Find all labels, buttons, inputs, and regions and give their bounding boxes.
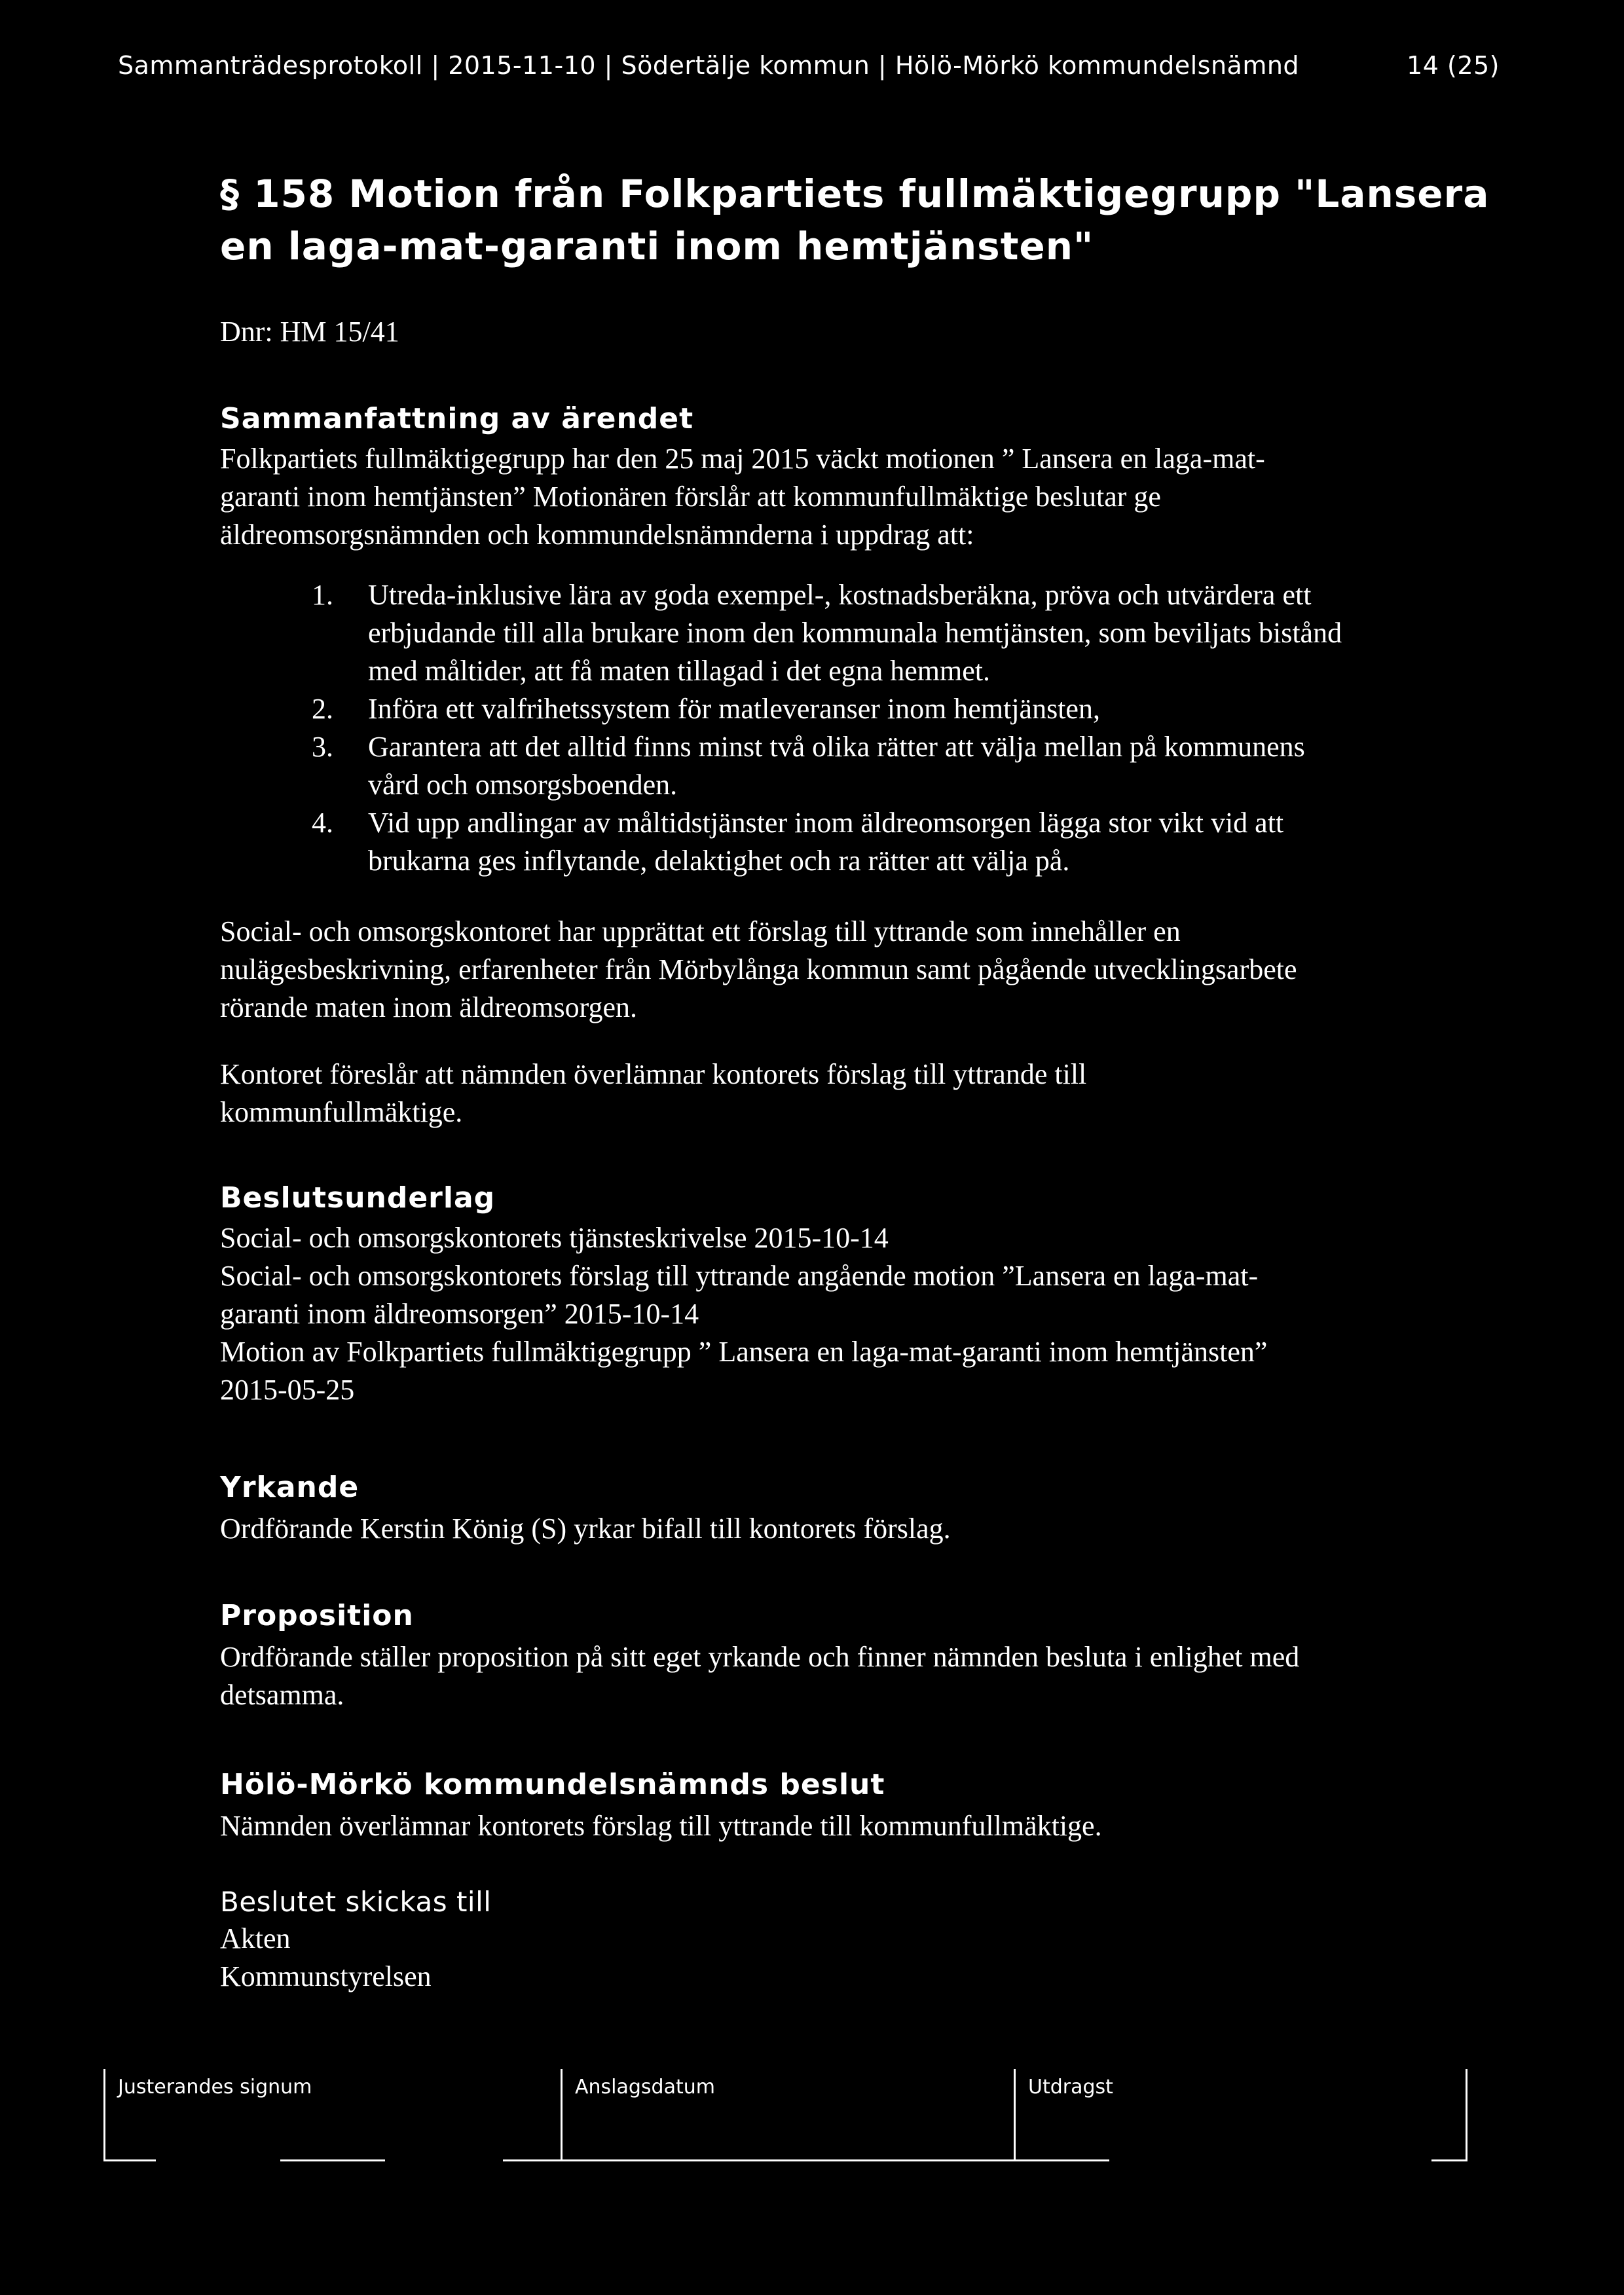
list-item (312, 728, 1490, 804)
paragraph (220, 913, 1504, 1027)
title-line: en laga-mat-garanti inom hemtjänsten" (220, 224, 1094, 268)
paragraph-line: garanti inom hemtjänsten” Motionären förslår att kommunfullmäktige beslutar ge (220, 481, 1161, 513)
paragraph-line: Ordförande ställer proposition på sitt eget yrkande och finner nämnden besluta i enlighet med (220, 1641, 1300, 1673)
anslagsdatum-label: Anslagsdatum (575, 2076, 715, 2099)
paragraph-line: Kontoret föreslår att nämnden överlämnar kontorets förslag till yttrande till (220, 1058, 1087, 1090)
paragraph (220, 1056, 1504, 1131)
list-item (312, 690, 1490, 728)
list-number: 1. (312, 579, 333, 611)
beslut-text: Nämnden överlämnar kontorets förslag till yttrande till kommunfullmäktige. (220, 1810, 1102, 1842)
anslagsdatum-box[interactable] (561, 2069, 1012, 2161)
paragraph-line: Social- och omsorgskontorets tjänsteskrivelse 2015-10-14 (220, 1222, 889, 1254)
skickas-list (220, 1920, 1504, 1996)
list-line: vård och omsorgsboenden. (368, 769, 678, 801)
paragraph-line: Social- och omsorgskontoret har upprättat ett förslag till yttrande som innehåller en (220, 915, 1181, 947)
list-line: Garantera att det alltid finns minst två olika rätter att välja mellan på kommunens (368, 731, 1305, 763)
list-number: 2. (312, 693, 333, 725)
motion-list (312, 576, 1490, 880)
skickas-heading: Beslutet skickas till (220, 1886, 492, 1918)
justerandes-signum-box[interactable] (103, 2069, 555, 2161)
list-item (312, 576, 1490, 690)
paragraph-line: detsamma. (220, 1679, 344, 1711)
utdragst-box[interactable] (1014, 2069, 1466, 2161)
paragraph-line: rörande maten inom äldreomsorgen. (220, 991, 637, 1023)
paragraph-line: kommunfullmäktige. (220, 1096, 463, 1128)
list-line: Utreda-inklusive lära av goda exempel-, kostnadsberäkna, pröva och utvärdera ett (368, 579, 1312, 611)
paragraph-line: nulägesbeskrivning, erfarenheter från Mörbylånga kommun samt pågående utvecklingsarbete (220, 953, 1297, 985)
list-line: Vid upp andlingar av måltidstjänster inom äldreomsorgen lägga stor vikt vid att (368, 807, 1284, 839)
list-line: brukarna ges inflytande, delaktighet och ra rätter att välja på. (368, 845, 1070, 877)
header-meta: Sammanträdesprotokoll | 2015-11-10 | Södertälje kommun | Hölö-Mörkö kommundelsnämnd (118, 51, 1300, 80)
list-line: med måltider, att få maten tillagad i det egna hemmet. (368, 655, 990, 687)
beslut-heading: Hölö-Mörkö kommundelsnämnds beslut (220, 1768, 885, 1801)
dnr: Dnr: HM 15/41 (220, 316, 399, 348)
paragraph-line: Folkpartiets fullmäktigegrupp har den 25 maj 2015 väckt motionen ” Lansera en laga-mat- (220, 443, 1265, 475)
justerandes-signum-label: Justerandes signum (118, 2076, 312, 2099)
paragraph-line: Motion av Folkpartiets fullmäktigegrupp ” Lansera en laga-mat-garanti inom hemtjänsten” (220, 1336, 1268, 1368)
paragraph-line: garanti inom äldreomsorgen” 2015-10-14 (220, 1298, 699, 1330)
utdragst-label: Utdragst (1028, 2076, 1113, 2099)
recipient: Akten (220, 1922, 291, 1955)
paragraph-line: 2015-05-25 (220, 1374, 355, 1406)
yrkande-heading: Yrkande (220, 1471, 360, 1504)
beslutsunderlag-list (220, 1219, 1504, 1409)
list-line: erbjudande till alla brukare inom den kommunala hemtjänsten, som beviljats bistånd (368, 617, 1342, 649)
list-number: 3. (312, 731, 333, 763)
recipient: Kommunstyrelsen (220, 1960, 432, 1992)
page-title (220, 168, 1517, 272)
summary-intro (220, 440, 1504, 554)
proposition-heading: Proposition (220, 1599, 414, 1632)
paragraph-line: Social- och omsorgskontorets förslag till yttrande angående motion ”Lansera en laga-mat- (220, 1260, 1259, 1292)
title-line: § 158 Motion från Folkpartiets fullmäktigegrupp "Lansera (220, 172, 1490, 216)
list-item (312, 804, 1490, 880)
yrkande-text: Ordförande Kerstin König (S) yrkar bifall till kontorets förslag. (220, 1513, 951, 1545)
list-number: 4. (312, 807, 333, 839)
beslutsunderlag-heading: Beslutsunderlag (220, 1181, 496, 1215)
proposition-text (220, 1638, 1504, 1714)
page-header (118, 51, 1500, 80)
list-line: Införa ett valfrihetssystem för matleveranser inom hemtjänsten, (368, 693, 1100, 725)
page-number: 14 (25) (1407, 51, 1500, 80)
divider (1466, 2069, 1467, 2161)
summary-heading: Sammanfattning av ärendet (220, 402, 694, 435)
paragraph-line: äldreomsorgsnämnden och kommundelsnämnderna i uppdrag att: (220, 519, 974, 551)
